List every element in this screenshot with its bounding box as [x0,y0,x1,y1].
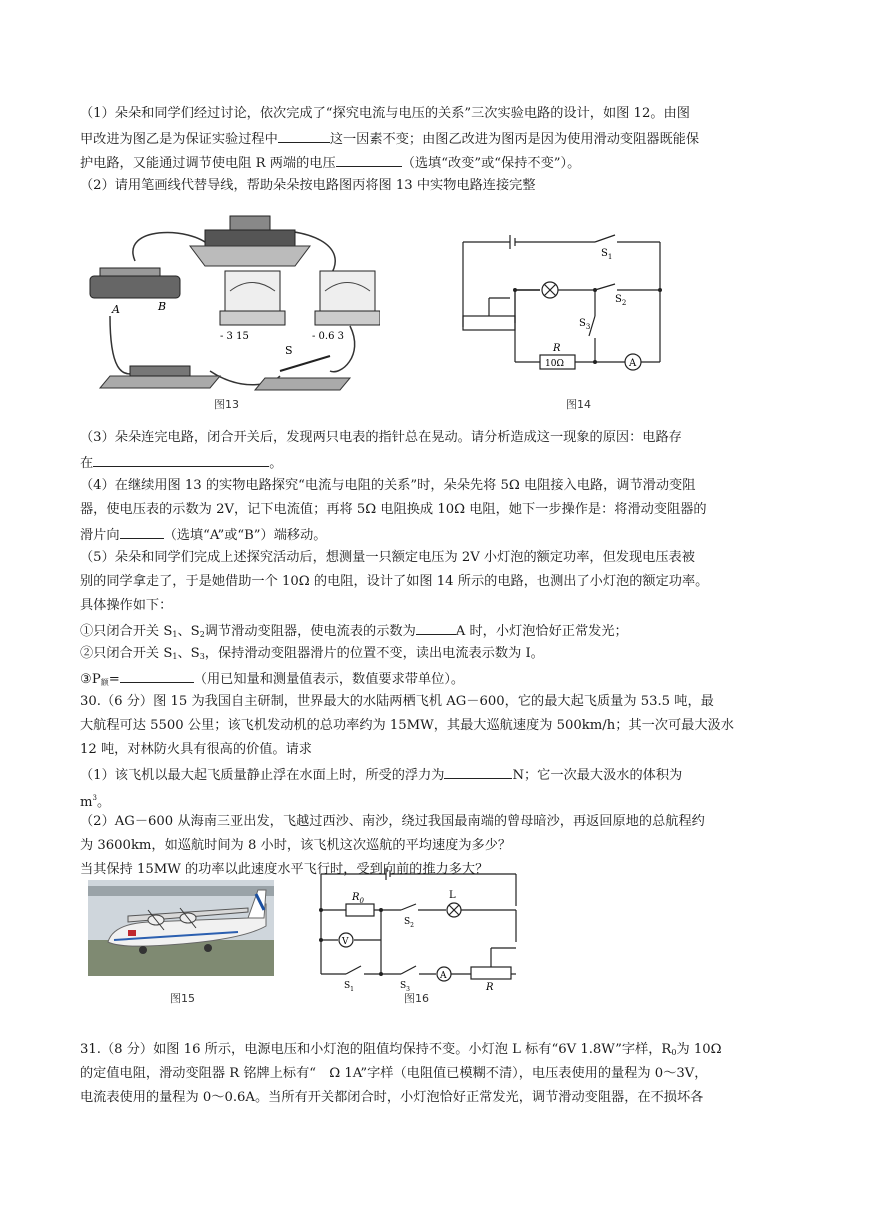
switch-s-label: S [285,344,293,357]
ammeter-symbol: A [440,971,447,981]
ammeter-symbol: A [629,358,637,369]
figure-16-schematic [316,866,526,992]
answer-blank[interactable] [336,152,402,167]
q30-part2-line2: 为 3600km，如巡航时间为 8 小时，该飞机这次巡航的平均速度为多少？ [80,838,512,853]
q29-part1-line3: 护电路，又能通过调节使电阻 R 两端的电压 （选填“改变”或“保持不变”）。 [80,152,580,174]
s3-label: $S_3$ [400,981,410,992]
s3-label: $S_3$ [579,318,591,331]
figure-14-caption: 图14 [566,398,591,411]
r0-label: $R_0$ [352,892,364,905]
resistor-label: R [553,343,561,354]
q30-line2: 大航程可达 5500 公里；该飞机发动机的总功率约为 15MW，其最大巡航速度为 500km/h；其一次可最大汲水 [80,718,734,733]
figure-14-schematic [455,232,670,382]
s1-label: $S_1$ [344,981,354,992]
q31-line2: 的定值电阻，滑动变阻器 R 铭牌上标有“ Ω 1A”字样（电阻值已模糊不清），电压表使用的量程为 0～3V， [80,1066,708,1081]
figure-15-plane-photo [88,880,274,976]
q30-part1-line2: $m^3$。 [80,794,111,810]
figure-15-caption: 图15 [170,992,195,1005]
s1-label: $S_1$ [601,248,613,261]
ammeter-scale: - 0.6 3 [312,331,345,342]
s2-label: $S_2$ [615,294,627,307]
q30-part1-line1: （1）该飞机以最大起飞质量静止浮在水面上时，所受的浮力为 N；它一次最大汲水的体积为 [80,764,682,786]
q29-step3: $③P_额=$ （用已知量和测量值表示，数值要求带单位）。 [80,668,464,693]
answer-blank[interactable] [93,452,269,467]
q29-part5-line3: 具体操作如下： [80,598,173,613]
figure-13-real-circuit [80,206,380,416]
q29-part1-line2: 甲改进为图乙是为保证实验过程中 这一因素不变；由图乙改进为图丙是因为使用滑动变阻器既能保 [80,128,699,150]
q30-line3: 12 吨，对林防火具有很高的价值。请求 [80,742,312,757]
q29-step2: ②只闭合开关 $S_1$、$S_3$，保持滑动变阻器滑片的位置不变，读出电流表示数为 I。 [80,646,544,661]
terminal-b-label: B [158,300,167,313]
q29-step1: ①只闭合开关 $S_1$、$S_2$调节滑动变阻器，使电流表的示数为 A 时，小灯泡恰好正常发光； [80,620,628,645]
figure-13-caption: 图13 [214,398,239,411]
voltmeter-scale: - 3 15 [220,331,249,342]
q31-line3: 电流表使用的量程为 0～0.6A。当所有开关都闭合时，小灯泡恰好正常发光，调节滑动变阻器，在不损坏各 [80,1090,704,1105]
q30-part2-line1: （2）AG－600 从海南三亚出发，飞越过西沙、南沙，绕过我国最南端的曾母暗沙，再返回原地的总航程约 [80,814,705,829]
q30-part2-line3: 当其保持 15MW 的功率以此速度水平飞行时，受到向前的推力多大？ [80,862,489,877]
lamp-label: L [449,890,456,901]
q29-part3-line1: （3）朵朵连完电路，闭合开关后，发现两只电表的指针总在晃动。请分析造成这一现象的原因：电路存 [80,430,682,445]
rheostat-label: R [486,982,494,992]
q29-part5-line2: 别的同学拿走了，于是她借助一个 10Ω 的电阻，设计了如图 14 所示的电路，也测出了小灯泡的额定功率。 [80,574,709,589]
answer-blank[interactable] [120,524,164,539]
terminal-a-label: A [112,303,120,316]
q30-line1: 30.（6 分）图 15 为我国自主研制，世界最大的水陆两栖飞机 AG－600，它的最大起飞质量为 53.5 吨，最 [80,694,714,709]
answer-blank[interactable] [120,668,194,683]
q29-part4-line3: 滑片向 （选填“A”或“B”）端移动。 [80,524,327,546]
q29-part3-line2: 在 。 [80,452,282,474]
q29-part5-line1: （5）朵朵和同学们完成上述探究活动后，想测量一只额定电压为 2V 小灯泡的额定功率，但发现电压表被 [80,550,695,565]
resistor-value: 10Ω [545,359,564,369]
answer-blank[interactable] [278,128,330,143]
s2-label: $S_2$ [404,917,414,929]
q29-part2: （2）请用笔画线代替导线，帮助朵朵按电路图丙将图 13 中实物电路连接完整 [80,178,536,193]
q29-part4-line1: （4）在继续用图 13 的实物电路探究“电流与电阻的关系”时，朵朵先将 5Ω 电阻接入电路，调节滑动变阻 [80,478,696,493]
answer-blank[interactable] [444,764,512,779]
q29-part4-line2: 器，使电压表的示数为 2V，记下电流值；再将 5Ω 电阻换成 10Ω 电阻，她下一步操作是：将滑动变阻器的 [80,502,707,517]
q29-part1-line1: （1）朵朵和同学们经过讨论，依次完成了“探究电流与电压的关系”三次实验电路的设计，如图 12。由图 [80,106,690,121]
answer-blank[interactable] [416,620,456,635]
q31-line1: 31.（8 分）如图 16 所示，电源电压和小灯泡的阻值均保持不变。小灯泡 L 标有“6V 1.8W”字样，$R_0$为 10Ω [80,1042,722,1057]
figure-16-caption: 图16 [404,992,429,1005]
voltmeter-symbol: V [342,937,349,947]
